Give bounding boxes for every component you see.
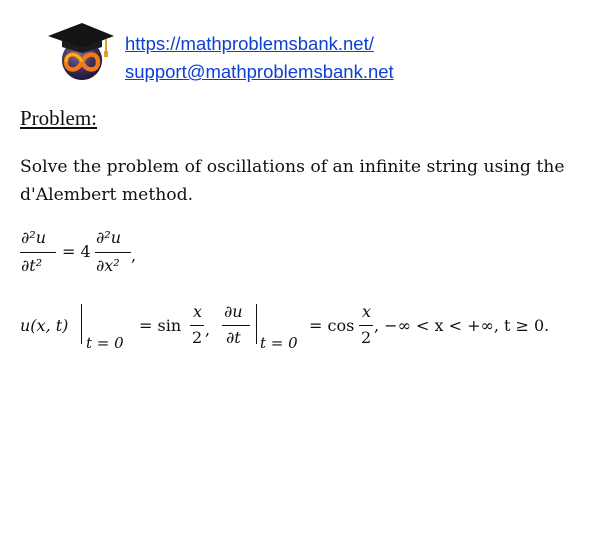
eq1-lhs-fraction-bar	[20, 252, 56, 253]
eq2-eval-bar-2	[256, 304, 257, 344]
site-link[interactable]: https://mathproblemsbank.net/	[125, 33, 374, 54]
eq1-equals: = 4	[62, 242, 91, 261]
eq2-u-function: u(x, t)	[20, 316, 69, 335]
eq2-equals-cos: = cos	[309, 316, 355, 335]
eq1-rhs-numerator: ∂²u	[96, 228, 121, 247]
eq2-cond-sub-2: t = 0	[260, 334, 298, 352]
eq1-rhs-fraction-bar	[95, 252, 131, 253]
eq2-frac1-num: x	[193, 302, 203, 321]
eq2-frac1-bar	[190, 325, 204, 326]
eq2-frac1-den: 2	[192, 328, 203, 347]
eq2-du-num: ∂u	[224, 302, 243, 321]
email-link[interactable]: support@mathproblemsbank.net	[125, 61, 394, 82]
graduation-cap-logo-icon	[44, 20, 116, 82]
contact-links	[125, 30, 394, 86]
eq2-frac2-num: x	[362, 302, 372, 321]
problem-statement: Solve the problem of oscillations of an infinite string using the d'Alembert method.	[20, 157, 565, 205]
eq2-domain: , −∞ < x < +∞, t ≥ 0.	[374, 316, 550, 335]
eq2-du-bar	[222, 325, 250, 326]
eq2-du-den: ∂t	[226, 328, 241, 347]
wave-equation	[20, 226, 220, 286]
problem-heading: Problem:	[20, 106, 97, 130]
eq2-comma: ,	[205, 320, 211, 339]
eq1-lhs-denominator: ∂t²	[21, 256, 43, 275]
eq2-eval-bar-1	[81, 304, 82, 344]
eq2-cond-sub-1: t = 0	[86, 334, 124, 352]
eq1-rhs-denominator: ∂x²	[96, 256, 120, 275]
eq2-frac2-den: 2	[361, 328, 372, 347]
eq1-tail: ,	[131, 246, 137, 265]
eq1-lhs-numerator: ∂²u	[21, 228, 46, 247]
site-logo	[44, 20, 116, 82]
initial-conditions	[20, 298, 585, 358]
eq2-frac2-bar	[359, 325, 373, 326]
eq2-equals-sin: = sin	[139, 316, 182, 335]
